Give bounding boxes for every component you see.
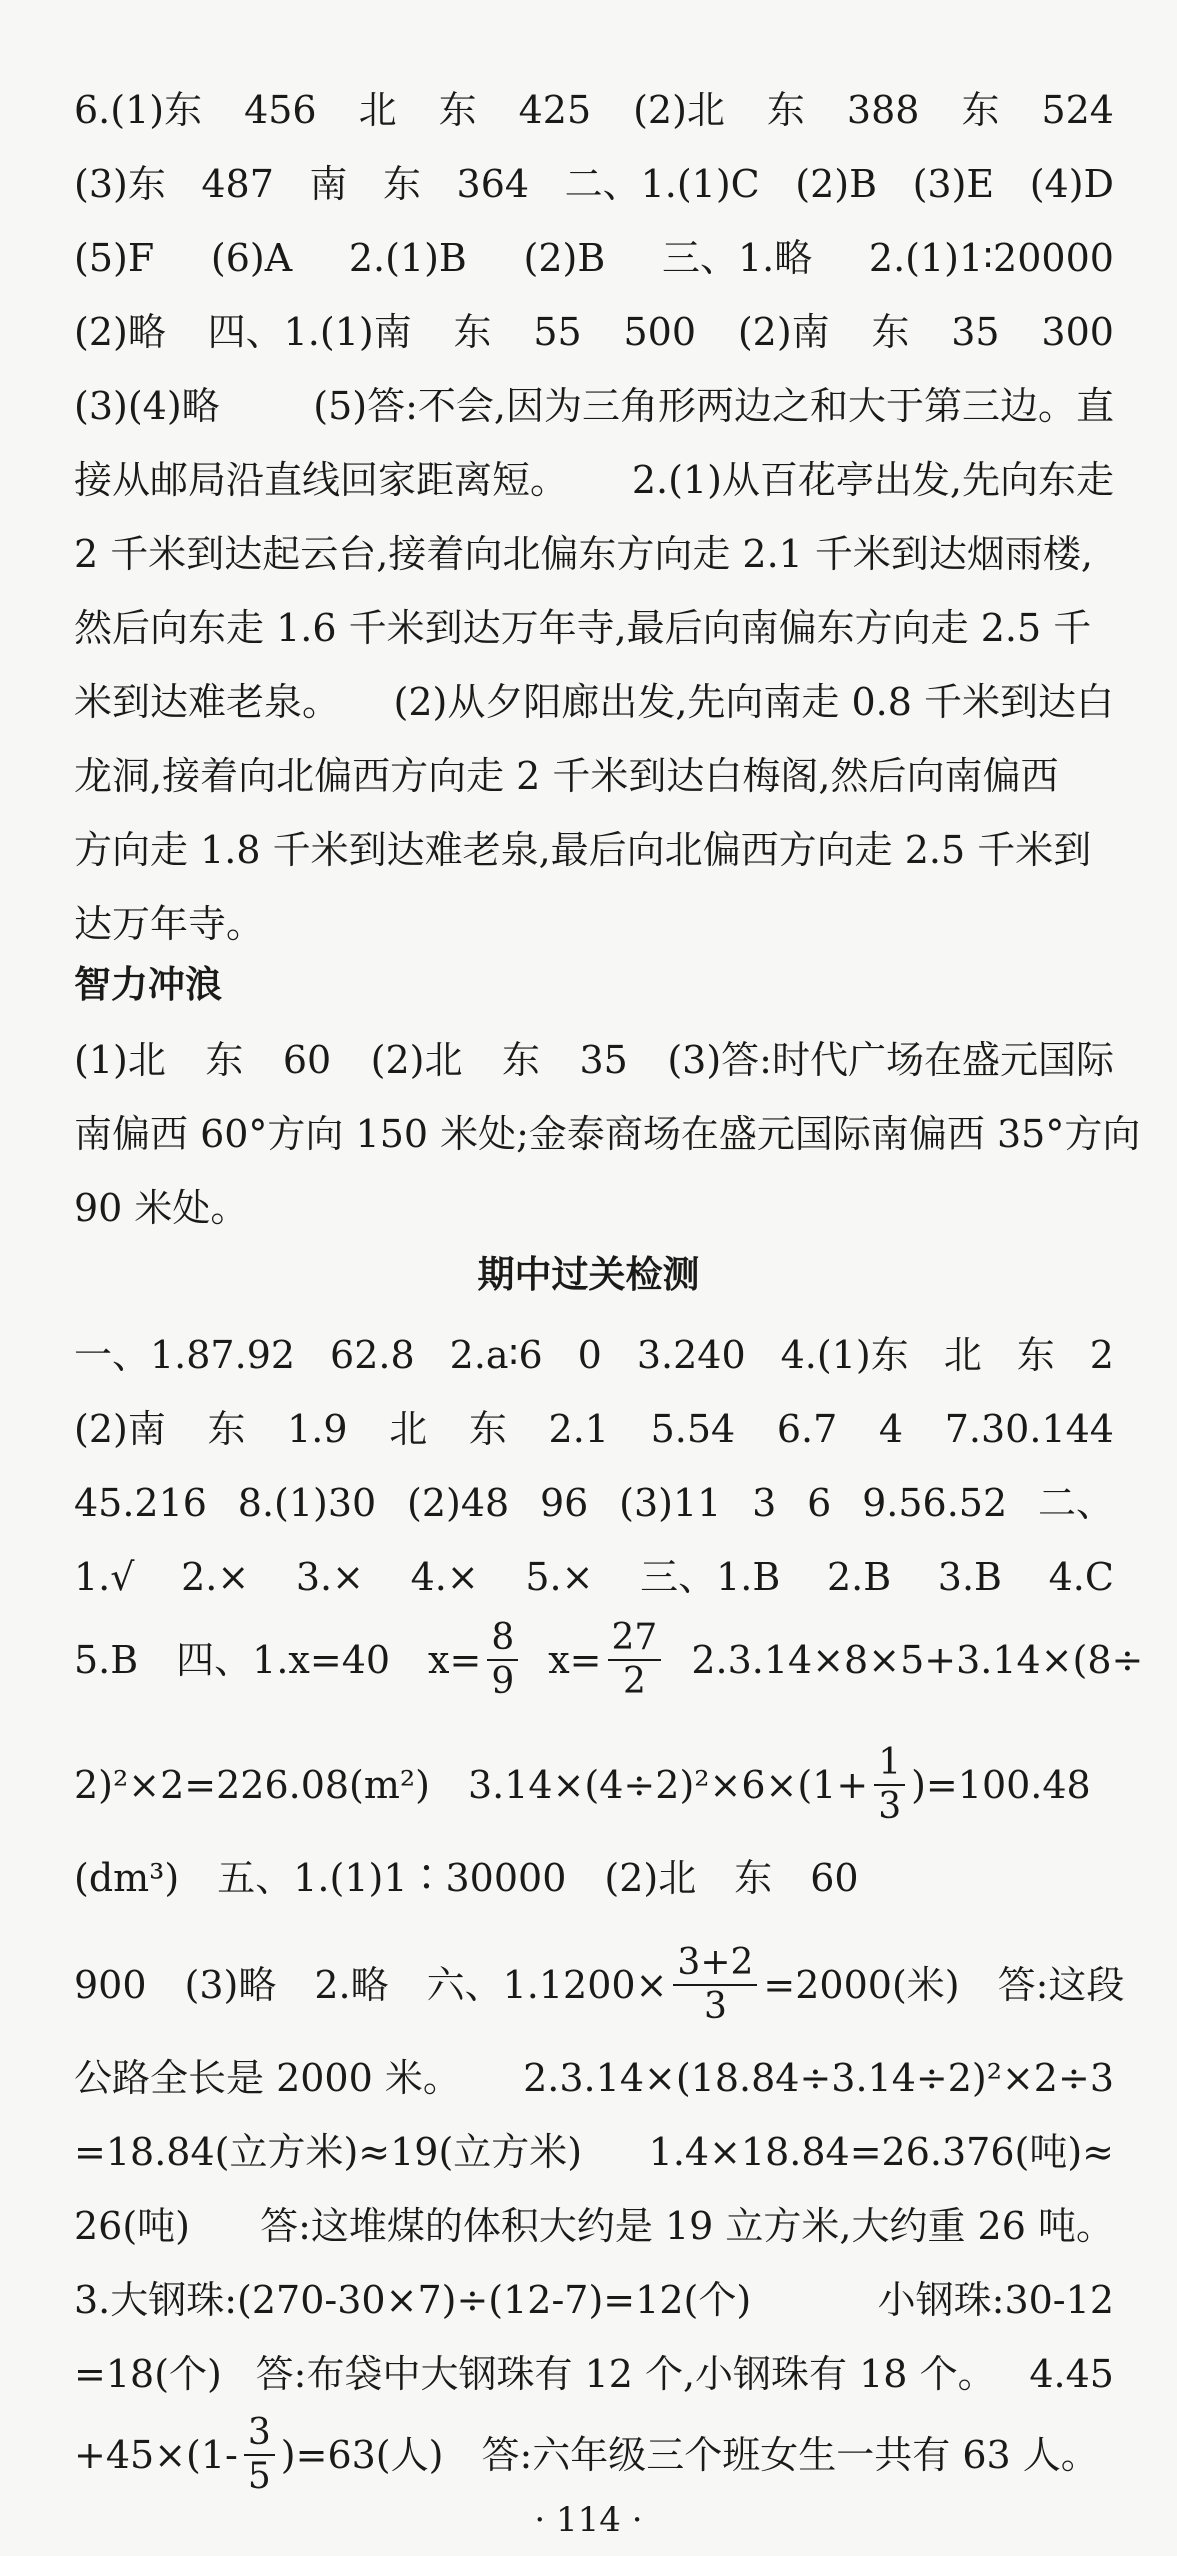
text-token: 487 xyxy=(201,162,274,206)
fraction xyxy=(874,1742,905,1828)
text-token: 96 xyxy=(539,1481,589,1525)
text-line xyxy=(74,80,1114,140)
fraction xyxy=(673,1942,757,2028)
text-segment: =2000(米) 答:这段 xyxy=(763,1963,1125,2007)
text-token: (2)48 xyxy=(407,1481,510,1525)
text-token: (3)(4)略 xyxy=(74,384,220,428)
page-number: · 114 · xyxy=(534,2500,643,2540)
text-token: 35 xyxy=(951,310,1000,354)
text-token: 3.× xyxy=(295,1555,364,1599)
text-token: 8.(1)30 xyxy=(237,1481,377,1525)
text-token: 三、1.略 xyxy=(661,236,813,280)
text-token: 2.1 xyxy=(548,1407,609,1451)
text-line xyxy=(74,2048,1114,2108)
text-line: 龙洞,接着向北偏西方向走 2 千米到达白梅阁,然后向南偏西 xyxy=(74,754,1059,798)
section-heading: 智力冲浪 xyxy=(74,963,222,1006)
text-token: 9.56.52 xyxy=(862,1481,1008,1525)
text-token: 2.(1)B xyxy=(348,236,467,280)
text-token: 456 xyxy=(244,88,317,132)
text-token: 4.C xyxy=(1048,1555,1114,1599)
text-token: 0 xyxy=(577,1333,602,1377)
text-token: 3.大钢珠:(270-30×7)÷(12-7)=12(个) xyxy=(74,2278,752,2322)
denominator: 5 xyxy=(247,2456,271,2497)
text-token: 2.B xyxy=(826,1555,892,1599)
text-token: =18(个) xyxy=(74,2352,222,2396)
text-line xyxy=(74,672,1114,732)
text-token: 东 xyxy=(501,1038,540,1082)
text-token: 东 xyxy=(438,88,477,132)
text-token: 6.(1)东 xyxy=(74,88,203,132)
text-token: 二、1.(1)C xyxy=(564,162,760,206)
text-token: 三、1.B xyxy=(640,1555,781,1599)
fraction xyxy=(487,1617,518,1703)
text-token: 小钢珠:30-12 xyxy=(877,2278,1114,2322)
text-token: 2.(1)1∶20000 xyxy=(868,236,1114,280)
denominator: 3 xyxy=(703,1986,727,2027)
text-line xyxy=(74,2344,1114,2404)
text-line: 方向走 1.8 千米到达难老泉,最后向北偏西方向走 2.5 千米到 xyxy=(74,828,1092,872)
text-token: 答:这堆煤的体积大约是 19 立方米,大约重 26 吨。 xyxy=(260,2204,1114,2248)
text-token: 3.240 xyxy=(636,1333,746,1377)
text-token: (3)答:时代广场在盛元国际 xyxy=(667,1038,1114,1082)
text-token: 6.7 xyxy=(776,1407,838,1451)
text-line: 2 千米到达起云台,接着向北偏东方向走 2.1 千米到达烟雨楼, xyxy=(74,532,1094,576)
text-token: 5.54 xyxy=(650,1407,736,1451)
text-token: 东 xyxy=(207,1407,246,1451)
fraction xyxy=(244,2412,275,2498)
text-line xyxy=(74,1325,1114,1385)
formula-line xyxy=(74,1930,1125,2040)
text-line: 然后向东走 1.6 千米到达万年寺,最后向南偏东方向走 2.5 千 xyxy=(74,606,1092,650)
text-segment: 2.3.14×8×5+3.14×(8÷ xyxy=(691,1638,1144,1682)
text-token: 东 xyxy=(382,162,421,206)
text-token: 500 xyxy=(623,310,697,354)
text-token: 388 xyxy=(846,88,920,132)
text-token: 东 xyxy=(205,1038,244,1082)
text-token: 4.45 xyxy=(1029,2352,1114,2396)
text-token: 1.9 xyxy=(287,1407,348,1451)
text-token: 35 xyxy=(579,1038,628,1082)
section-heading: 期中过关检测 xyxy=(477,1253,700,1296)
text-segment: x= xyxy=(548,1638,602,1682)
text-token: (2)北 xyxy=(633,88,725,132)
text-segment: 900 (3)略 2.略 六、1.1200× xyxy=(74,1963,668,2007)
text-token: 米到达难老泉。 xyxy=(74,680,341,724)
text-token: 1.√ xyxy=(74,1555,135,1599)
text-line xyxy=(74,154,1114,214)
text-token: 45.216 xyxy=(74,1481,207,1525)
text-token: (2)南 xyxy=(74,1407,166,1451)
text-token: 东 xyxy=(766,88,805,132)
numerator: 3+2 xyxy=(673,1942,757,1986)
text-token: (2)B xyxy=(795,162,878,206)
text-token: (2)略 xyxy=(74,310,166,354)
denominator: 2 xyxy=(622,1661,646,1702)
fraction xyxy=(608,1617,662,1703)
text-segment: 2)²×2=226.08(m²) 3.14×(4÷2)²×6×(1+ xyxy=(74,1763,869,1807)
text-token: (2)南 xyxy=(737,310,830,354)
text-token: 北 xyxy=(389,1407,428,1451)
text-token: 3.B xyxy=(937,1555,1002,1599)
text-token: 62.8 xyxy=(330,1333,415,1377)
text-line: 90 米处。 xyxy=(74,1186,249,1230)
text-token: 接从邮局沿直线回家距离短。 xyxy=(74,458,569,502)
text-token: 东 xyxy=(1016,1333,1055,1377)
text-line xyxy=(74,2122,1114,2182)
text-token: 26(吨) xyxy=(74,2204,191,2248)
text-token: 3 xyxy=(752,1481,777,1525)
numerator: 3 xyxy=(244,2412,275,2456)
text-token: 4.(1)东 xyxy=(780,1333,909,1377)
text-line xyxy=(74,2270,1114,2330)
text-line xyxy=(74,1399,1114,1459)
text-line: 达万年寺。 xyxy=(74,902,265,946)
text-token: 4.× xyxy=(410,1555,479,1599)
formula-line xyxy=(74,2400,1134,2510)
text-line xyxy=(74,450,1114,510)
text-token: 一、1.87.92 xyxy=(74,1333,296,1377)
text-token: 524 xyxy=(1041,88,1114,132)
text-token: 北 xyxy=(358,88,397,132)
text-token: 300 xyxy=(1041,310,1114,354)
text-token: 2.a∶6 xyxy=(449,1333,543,1377)
text-token: 东 xyxy=(468,1407,507,1451)
text-token: 南 xyxy=(309,162,348,206)
text-token: (6)A xyxy=(210,236,293,280)
text-token: 四、1.(1)南 xyxy=(207,310,412,354)
text-token: 1.4×18.84=26.376(吨)≈ xyxy=(648,2130,1114,2174)
text-token: 北 xyxy=(943,1333,982,1377)
text-token: 4 xyxy=(878,1407,904,1451)
text-token: (2)北 xyxy=(370,1038,463,1082)
text-token: 425 xyxy=(518,88,592,132)
text-token: 364 xyxy=(456,162,530,206)
text-token: (5)答:不会,因为三角形两边之和大于第三边。直 xyxy=(313,384,1114,428)
denominator: 9 xyxy=(491,1661,515,1702)
text-token: 答:布袋中大钢珠有 12 个,小钢珠有 18 个。 xyxy=(255,2352,996,2396)
text-token: (5)F xyxy=(74,236,155,280)
numerator: 27 xyxy=(608,1617,662,1661)
text-line xyxy=(74,1547,1114,1607)
text-token: 7.30.144 xyxy=(944,1407,1114,1451)
numerator: 8 xyxy=(487,1617,518,1661)
text-token: (3)11 xyxy=(619,1481,722,1525)
text-line xyxy=(74,1030,1114,1090)
text-segment: 5.B 四、1.x=40 x= xyxy=(74,1638,482,1682)
text-token: 5.× xyxy=(525,1555,594,1599)
text-token: (2)从夕阳廊出发,先向南走 0.8 千米到达白 xyxy=(393,680,1114,724)
text-token: (3)E xyxy=(912,162,995,206)
numerator: 1 xyxy=(874,1742,905,1786)
text-token: 东 xyxy=(871,310,910,354)
text-token: 公路全长是 2000 米。 xyxy=(74,2056,461,2100)
denominator: 3 xyxy=(878,1786,902,1827)
text-token: 6 xyxy=(807,1481,832,1525)
text-segment: +45×(1- xyxy=(74,2433,238,2477)
text-segment: )=100.48 xyxy=(911,1763,1091,1807)
text-token: (2)B xyxy=(523,236,606,280)
text-token: (1)北 xyxy=(74,1038,166,1082)
text-line xyxy=(74,228,1114,288)
text-token: (3)东 xyxy=(74,162,166,206)
text-line xyxy=(74,376,1114,436)
formula-line xyxy=(74,1730,1114,1840)
text-line xyxy=(74,302,1114,362)
text-token: 东 xyxy=(453,310,492,354)
formula-line xyxy=(74,1605,1144,1715)
text-token: 55 xyxy=(533,310,582,354)
text-token: 2.× xyxy=(181,1555,250,1599)
text-line xyxy=(74,1473,1114,1533)
text-token: 2 xyxy=(1089,1333,1114,1377)
text-line: (dm³) 五、1.(1)1∶30000 (2)北 东 60 xyxy=(74,1856,859,1900)
text-token: =18.84(立方米)≈19(立方米) xyxy=(74,2130,583,2174)
text-line: 南偏西 60°方向 150 米处;金泰商场在盛元国际南偏西 35°方向 xyxy=(74,1112,1141,1156)
text-segment: )=63(人) 答:六年级三个班女生一共有 63 人。 xyxy=(280,2433,1099,2477)
text-token: (4)D xyxy=(1029,162,1114,206)
text-token: 2.(1)从百花亭出发,先向东走 xyxy=(631,458,1114,502)
text-token: 2.3.14×(18.84÷3.14÷2)²×2÷3 xyxy=(523,2056,1114,2100)
text-token: 二、 xyxy=(1037,1481,1114,1525)
text-line xyxy=(74,2196,1114,2256)
text-token: 60 xyxy=(282,1038,332,1082)
text-token: 东 xyxy=(961,88,1000,132)
